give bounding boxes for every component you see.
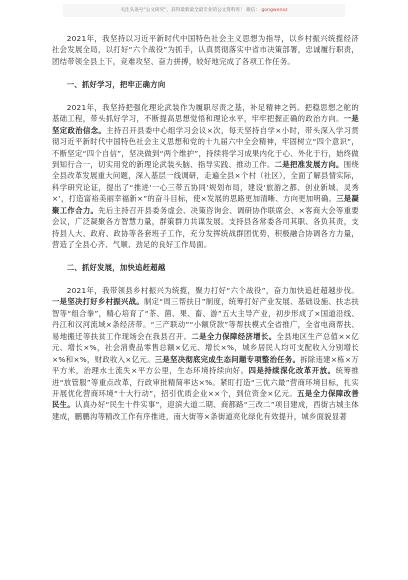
s2-point-3-text: 拆除违建×栋×万平方米，治理水土流失×平方公里，生态环境持续向好。 <box>52 354 359 376</box>
section-1-heading: 一、抓好学习，把牢正确方向 <box>66 79 166 89</box>
s2-point-1-text: 制定“周三帮扶日”制度，统筹打好产业发展、基础设施、扶志扶智等“组合拳”，精心培育了“茶、菌、果、畜、游”五大主导产业，初步形成了×国道沿线、丹江和汉河流域×条经济带。“三产联动”“小额贷款”等帮扶模式全省推广，全省电商帮扶、易地搬迁等扶贫工作现场会在我县召开。 <box>52 297 359 341</box>
section-1-lead: 2021年，我坚持把强化理论武装作为履职尽责之基，补足精神之钙。把稳思想之舵的基础工程，带头抓好学习，不断提高思想觉悟和理论水平，牢牢把握正确的政治方向。 <box>52 102 359 124</box>
s1-point-2-text: 围绕全县改革发展重大问题，深入基层一线调研，走遍全县×个村（社区），全面了解县情实际，科学研究论证，提出了“推进‘一心三带五协同’规划布局，建设‘旅游之都、创业新城、灵秀×’，打造富裕美丽幸福新×”的奋斗目标，使×发展的思路更加清晰、方向更加明确。 <box>52 159 359 204</box>
s1-point-1-text: 主持召开县委中心组学习会议×次，每天坚持自学×小时，带头深入学习贯彻习近平新时代中国特色社会主义思想和党的十九届六中全会精神，牢固树立“四个意识”，不断坚定“四个自信”，坚决做到“两个维护”，持续将学习成果内化于心、外化于行，始终做到知行合一，切实用党的新理论武装头脑、指导实践、推动工作。 <box>52 125 359 169</box>
section-1-paragraph <box>52 102 359 251</box>
wechat-label: 微信： <box>246 8 260 13</box>
s1-point-1-title: 一是坚定政治信念。 <box>52 114 359 135</box>
document-body <box>52 33 359 434</box>
section-2-heading: 二、抓好发展，加快追赶超越 <box>66 263 166 273</box>
s2-point-4-text: 统筹推进“放管服”等重点改革，行政审批精简率达×%。紧盯打造“三优六最”营商环境目标，扎实开展优化营商环境“十大行动”，招引优质企业××个，到位资金×亿元。 <box>52 366 359 398</box>
s2-point-5-title: 五是全力保障改善民生。 <box>52 388 359 410</box>
s1-point-3-text: 先后主持召开县委务虚会、决策咨询会、调研协作联席会、×客商大会等重要会议，广泛凝聚各方智慧力量，群策群力共谋发展。支持县各常委各司其职、各负其责，支持县人大、政府、政协等各套班子工作，充分发挥统战群团优势，积极融合协调各方力量，营造了全县心齐、气顺、劲足的良好工作局面。 <box>52 205 359 250</box>
header-banner <box>63 4 345 17</box>
s1-point-3-title: 三是凝聚工作合力。 <box>52 194 359 215</box>
intro-paragraph: 2021年，我坚持以习近平新时代中国特色社会主义思想为指导，以乡村振兴统揽经济社会发展全局，以打好“六个战役”为抓手，认真贯彻落实中省市决策部署，忠诚履行职责，团结带领全县上下，竞难攻坚、奋力拼搏，较好地完成了各项工作任务。 <box>52 34 359 66</box>
banner-text: 关注头条号“公文研究”，获得最新最全最专业的公文资料库！ <box>120 8 245 13</box>
section-2-lead: 2021年，我带领县乡村振兴为统揽，聚力打好“六个战役”，奋力加快追赶超越步伐。 <box>66 285 359 295</box>
s2-point-2-text: 全县地区生产总值××亿元、增长×%，社会消费品零售总额×亿元、增长×%，城乡居民人均可支配收入分别增长×%和×%，财政收入×亿元。 <box>52 331 359 364</box>
wechat-id: gongwenxz <box>261 8 288 13</box>
s1-point-2-title: 二是把准发展方向。 <box>274 159 344 169</box>
s2-point-1-title: 一是坚决打好乡村振兴战。 <box>52 297 144 307</box>
s2-point-3-title: 三是坚决彻底完成生态问题专项整治任务。 <box>154 354 301 364</box>
section-2-paragraph <box>52 285 359 422</box>
s2-point-5-text: 认真办好“民生十件实事”，迎滨大道二期、商都路“三改二”项目建成，西街古城主体建成，鹏鹏沟等精改工作有序推进，南大街等×条街道亮化绿化有效提升，城乡面貌显著 <box>52 400 359 421</box>
s2-point-2-title: 二是全力保障经济增长。 <box>191 331 277 341</box>
s2-point-4-title: 四是持续深化改革开放。 <box>248 366 336 376</box>
